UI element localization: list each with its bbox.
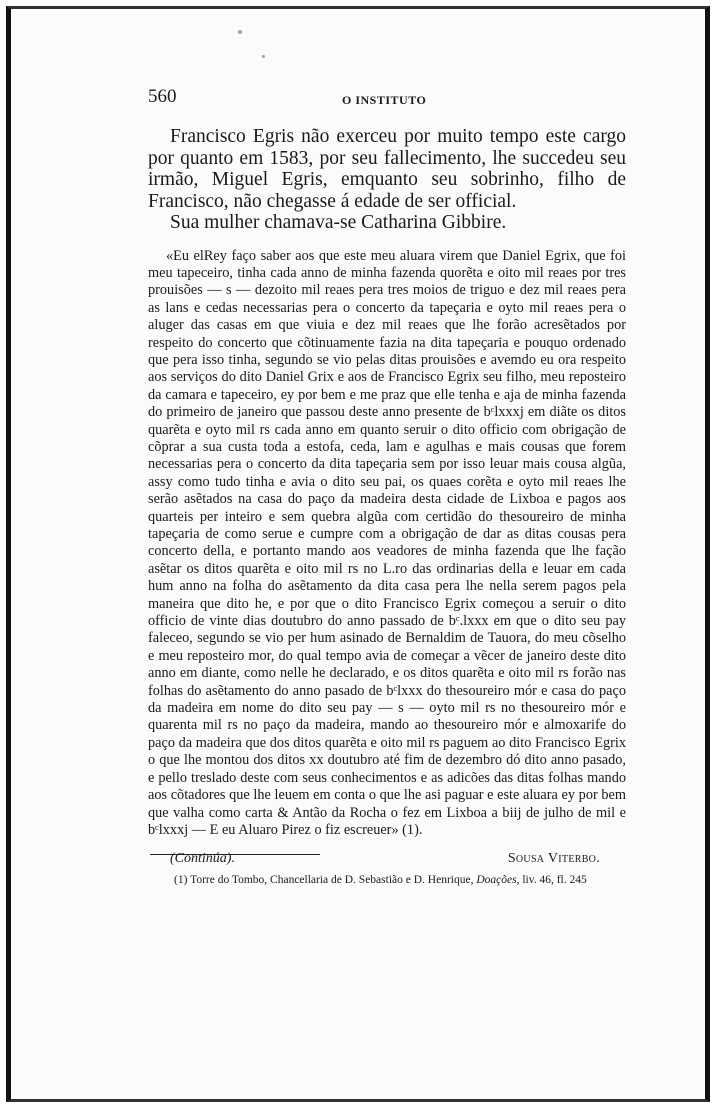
intro-paragraph: Sua mulher chamava-se Catharina Gibbire. (170, 212, 507, 233)
footnote (174, 874, 634, 886)
paper-speck (262, 55, 265, 58)
page-number: 560 (148, 86, 177, 107)
footnote-source: Torre do Tombo, Chancellaria de D. Sebastião e D. Henrique, (190, 874, 474, 886)
footnote-rule (150, 854, 320, 855)
footnote-marker: (1) (174, 874, 188, 886)
paper-speck (238, 30, 242, 34)
intro-text (148, 126, 626, 234)
footnote-italic: Doações, (476, 874, 520, 886)
footnote-reference: liv. 46, fl. 245 (522, 874, 587, 886)
quoted-document: «Eu elRey faço saber aos que este meu aluara virem que Daniel Egrix, que foi meu tapeceiro, tinha cada anno de minha fazenda quorẽta e oito mil reaes por tres prouisões — s — dezoito mil reaes pera tres moios de triguo e dez mil reaes pera as lans e cedas necessarias pera o concerto da tapeçaria e oyto mil reaes pera o aluger das casas em que viuia e dez mil reaes que lhe forão acresẽtados por respeito do concerto que cõtinuamente fazia na dita tapeçaria e pouquo ordenado que pera isso tinha, segundo se vio pelas ditas prouisões e avemdo eu ora respeito aos serviços do dito Daniel Grix e aos de Francisco Egrix seu filho, meu reposteiro da camara e tapeceiro, ey por bem e me praz que elle tenha e aja de minha fazenda do primeiro de janeiro que passou deste anno presente de bᶜlxxxj em diãte os ditos quarẽta e oyto mil rs cada anno em quanto seruir o dito officio com obrigação de cõprar a sua custa toda a estofa, ceda, lam e agulhas e mais cousas que forem necessarias pera o concerto da dita tapeçaria sem por isso leuar mais cousa algũa, assy como tudo tinha e avia o dito seu pai, os quaes corẽta e oyto mil reaes lhe serão asẽtados na casa do paço da madeira desta cidade de Lixboa e pagos aos quarteis per inteiro e sem quebra algũa com certidão do thesoureiro de minha tapeçaria de como serue e cumpre com a obrigação de dar as ditas cousas pera concerto della, e portanto mando aos veadores de minha fazenda que lhe fação asẽtar os ditos quarẽta e oito mil rs no L.ro das ordinarias della e leuar em cada hum anno na folha do asẽtamento da dita casa pera lhe nella serem pagos pela maneira que dito he, e por que o dito Francisco Egrix começou a seruir o dito officio de vinte dias doutubro do anno passado de bᶜ.lxxx em que o dito seu pay faleceo, segundo se vio per hum asinado de Bernaldim de Tauora, do meu cõselho e meu reposteiro mor, do qual tempo avia de começar a vẽcer de janeiro deste dito anno em diante, como nelle he declarado, e os ditos quarẽta e oito mil rs forão nas folhas do asẽtamento do anno pasado de bᶜlxxx do thesoureiro mór e casa do paço da madeira em nome do dito seu pay — s — oyto mil rs no thesoureiro mór e quarenta mil rs no paço da madeira, mando ao thesoureiro mór e almoxarife do paço da madeira que dos ditos quarẽta e oito mil rs paguem ao dito Francisco Egrix o que lhe montou dos ditos xx doutubro até fim de dezembro dó dito anno pasado, e pello treslado deste com seus conhecimentos e as adicões das ditas folhas mando aos cõtadores que lhe leuem em conta o que lhe asi paguar e este aluara ey por bem que valha como carta & Antão da Rocha o fez em Lixboa a biij de julho de mil e bᶜlxxxj — E eu Aluaro Pirez o fiz escreuer» (1). (148, 247, 626, 838)
page-header (148, 80, 626, 110)
page-content (148, 80, 626, 871)
continued-note: (Continúa). (170, 851, 235, 867)
running-head: O INSTITUTO (342, 93, 427, 107)
intro-paragraph: Francisco Egris não exerceu por muito tempo este cargo por quanto em 1583, por seu fallecimento, lhe succedeu seu irmão, Miguel Egris, emquanto seu sobrinho, filho de Francisco, não chegasse á edade de ser official. (148, 126, 626, 212)
author-signature: Sousa Viterbo. (507, 851, 600, 867)
